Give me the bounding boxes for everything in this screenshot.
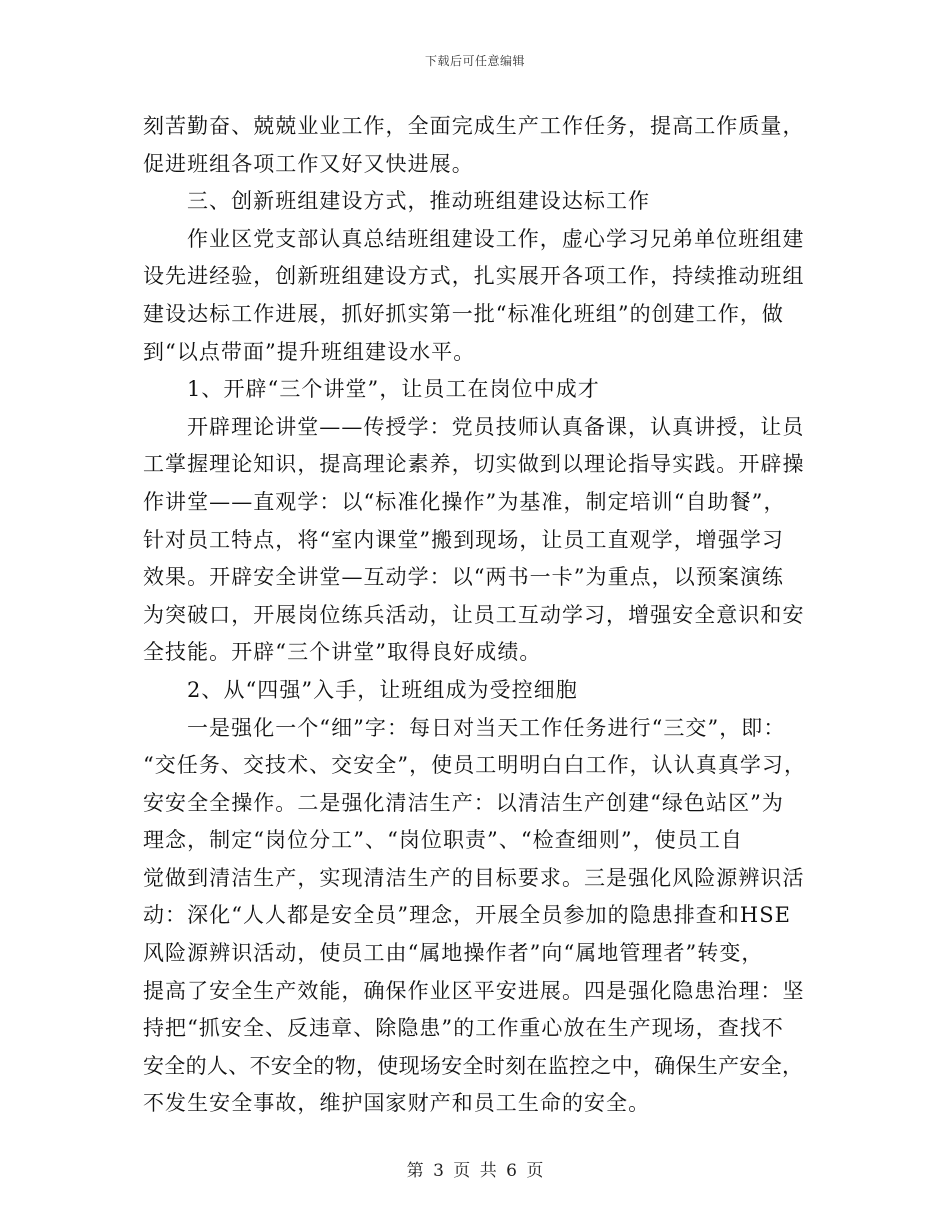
text-line: 理念，制定“岗位分工”、“岗位职责”、“检查细则”，使员工自 [143,828,743,853]
text-line: 动：深化“人人都是安全员”理念，开展全员参加的隐患排查和HSE [143,903,792,928]
text-line: 三、创新班组建设方式，推动班组建设达标工作 [187,189,651,214]
text-line: 到“以点带面”提升班组建设水平。 [143,339,476,364]
text-line: 全技能。开辟“三个讲堂”取得良好成绩。 [143,640,542,665]
text-line: 效果。开辟安全讲堂—互动学：以“两书一卡”为重点，以预案演练 [143,565,784,590]
page-footer: 第 3 页 共 6 页 [406,1161,544,1181]
text-line: 工掌握理论知识，提高理论素养，切实做到以理论指导实践。开辟操 [143,452,805,477]
text-line: “交任务、交技术、交安全”，使员工明明白白工作，认认真真学习， [143,753,807,778]
text-line: 建设达标工作进展，抓好抓实第一批“标准化班组”的创建工作，做 [143,301,784,326]
text-line: 设先进经验，创新班组建设方式，扎实展开各项工作，持续推动班组 [143,264,805,289]
text-line: 风险源辨识活动，使员工由“属地操作者”向“属地管理者”转变， [143,941,764,966]
body-text [143,108,808,1123]
text-line: 针对员工特点，将“室内课堂”搬到现场，让员工直观学，增强学习 [143,527,784,552]
text-line: 提高了安全生产效能，确保作业区平安进展。四是强化隐患治理：坚 [143,978,805,1003]
text-line: 安安全全操作。二是强化清洁生产：以清洁生产创建“绿色站区”为 [143,790,784,815]
text-line: 2、从“四强”入手，让班组成为受控细胞 [187,677,578,702]
text-line: 作讲堂——直观学：以“标准化操作”为基准，制定培训“自助餐”， [143,489,786,514]
text-line: 促进班组各项工作又好又快进展。 [143,151,474,176]
text-line: 持把“抓安全、反违章、除隐患”的工作重心放在生产现场，查找不 [143,1016,784,1041]
text-line: 开辟理论讲堂——传授学：党员技师认真备课，认真讲授，让员 [187,414,805,439]
text-line: 安全的人、不安全的物，使现场安全时刻在监控之中，确保生产安全， [143,1053,804,1078]
page-header: 下载后可任意编辑 [424,54,525,68]
text-line: 作业区党支部认真总结班组建设工作，虚心学习兄弟单位班组建 [187,226,805,251]
text-line: 1、开辟“三个讲堂”，让员工在岗位中成才 [187,377,600,402]
text-line: 刻苦勤奋、兢兢业业工作，全面完成生产工作任务，提高工作质量， [143,114,805,138]
text-line: 觉做到清洁生产，实现清洁生产的目标要求。三是强化风险源辨识活 [143,865,805,890]
text-line: 为突破口，开展岗位练兵活动，让员工互动学习，增强安全意识和安 [143,602,805,627]
text-line: 不发生安全事故，维护国家财产和员工生命的安全。 [143,1091,651,1116]
text-line: 一是强化一个“细”字：每日对当天工作任务进行“三交”，即： [187,715,786,740]
